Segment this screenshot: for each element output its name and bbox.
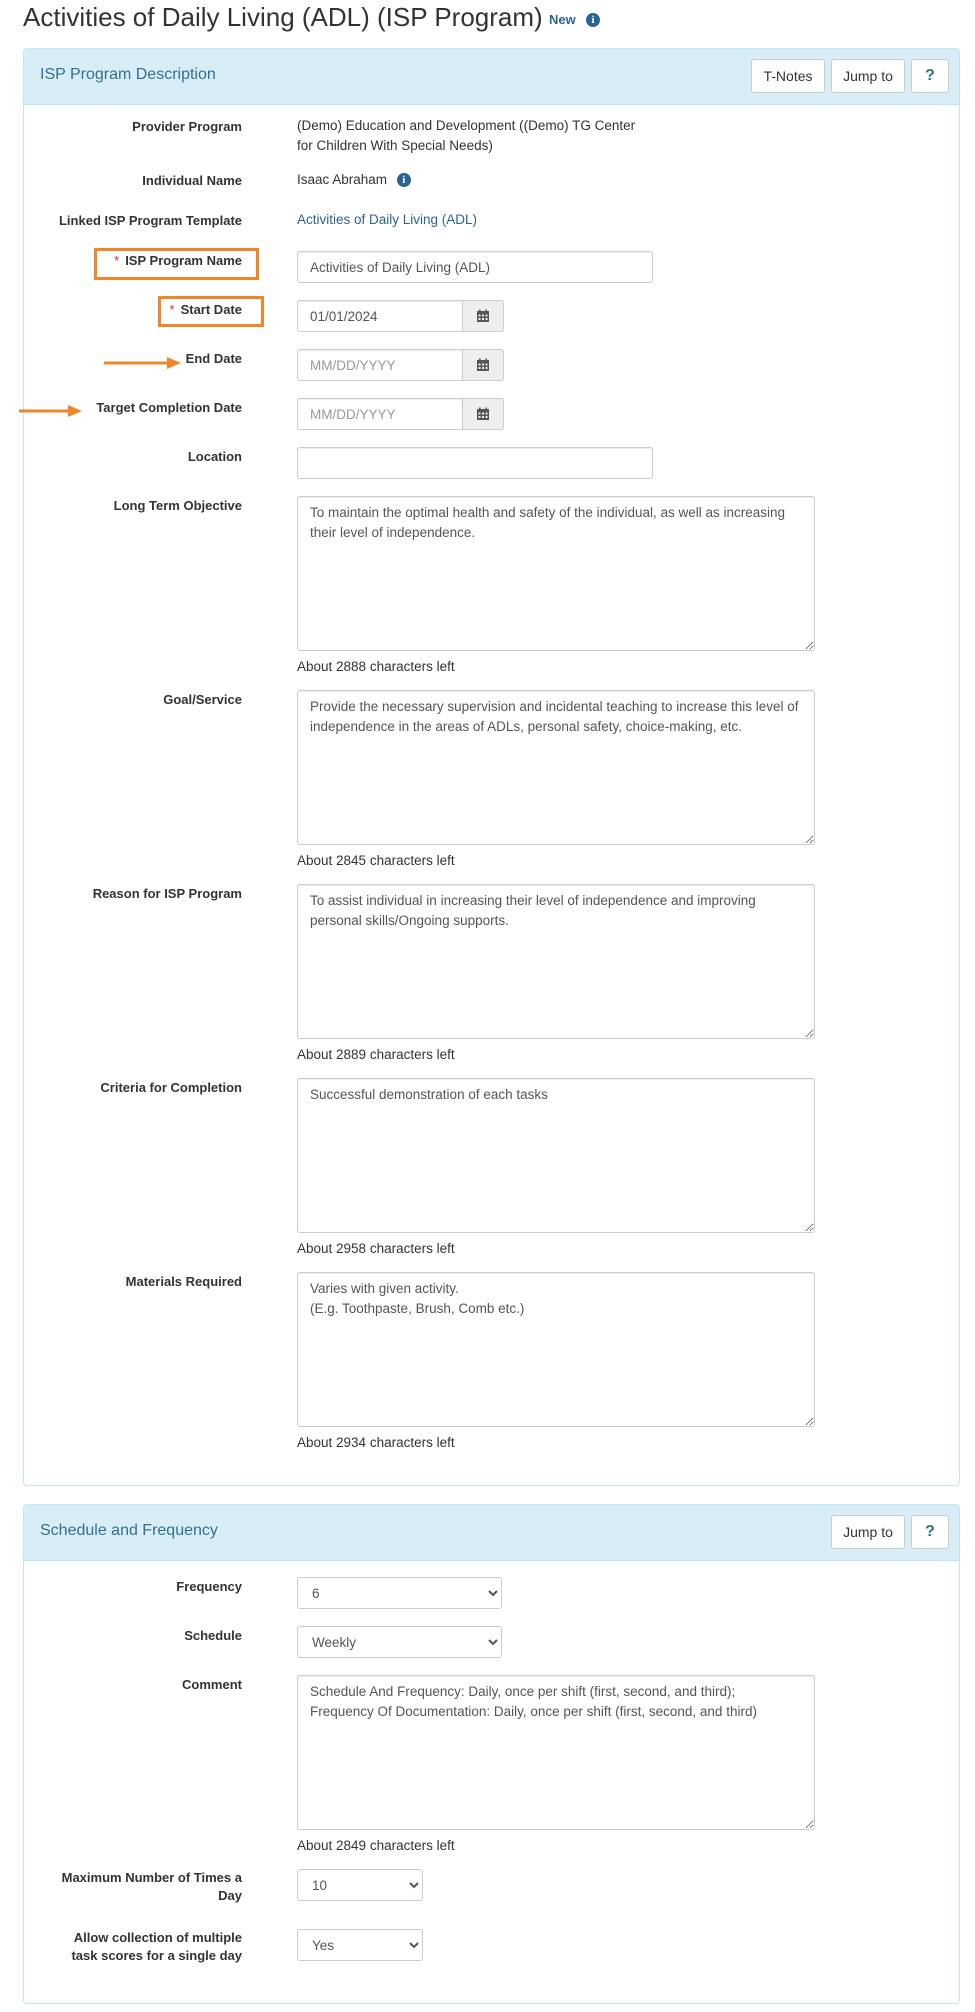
panel-title: ISP Program Description bbox=[40, 66, 216, 83]
materials-help: About 2934 characters left bbox=[297, 1435, 455, 1450]
target-completion-date-group bbox=[297, 398, 504, 430]
reason-textarea[interactable] bbox=[297, 884, 815, 1039]
t-notes-button[interactable]: T-Notes bbox=[751, 59, 825, 93]
arrow-icon bbox=[103, 356, 183, 370]
highlight-box bbox=[158, 296, 264, 327]
reason-label: Reason for ISP Program bbox=[92, 886, 242, 901]
help-button[interactable]: ? bbox=[911, 59, 949, 93]
long-term-objective-textarea[interactable] bbox=[297, 496, 815, 651]
goal-service-help: About 2845 characters left bbox=[297, 853, 455, 868]
target-completion-calendar-button[interactable] bbox=[462, 398, 504, 430]
isp-program-name-text: ISP Program Name bbox=[125, 253, 242, 268]
panel-heading bbox=[24, 1505, 959, 1561]
individual-name-row bbox=[297, 170, 411, 190]
allow-multiple-select[interactable] bbox=[297, 1929, 423, 1961]
end-date-group bbox=[297, 349, 504, 381]
max-times-label bbox=[24, 1869, 242, 1905]
required-marker: * bbox=[169, 302, 175, 317]
location-input[interactable] bbox=[297, 447, 653, 479]
location-label: Location bbox=[187, 449, 242, 464]
info-icon[interactable]: i bbox=[586, 13, 600, 27]
comment-textarea[interactable] bbox=[297, 1675, 815, 1830]
calendar-icon bbox=[476, 407, 490, 421]
criteria-help: About 2958 characters left bbox=[297, 1241, 455, 1256]
provider-program-value bbox=[297, 116, 635, 156]
individual-name-label: Individual Name bbox=[142, 173, 242, 188]
linked-template-label: Linked ISP Program Template bbox=[58, 213, 242, 228]
schedule-frequency-panel bbox=[23, 1504, 960, 2004]
end-date-label: End Date bbox=[185, 351, 242, 366]
target-completion-date-input[interactable] bbox=[297, 398, 463, 430]
linked-template-link[interactable]: Activities of Daily Living (ADL) bbox=[297, 212, 478, 227]
arrow-icon bbox=[18, 404, 84, 418]
schedule-label: Schedule bbox=[184, 1628, 242, 1643]
max-times-label-line2: Day bbox=[218, 1888, 242, 1903]
start-date-group bbox=[297, 300, 504, 332]
materials-textarea[interactable] bbox=[297, 1272, 815, 1427]
end-date-calendar-button[interactable] bbox=[462, 349, 504, 381]
jump-to-button[interactable]: Jump to bbox=[831, 1515, 905, 1549]
allow-multiple-label-line2: task scores for a single day bbox=[71, 1948, 242, 1963]
isp-program-name-input[interactable] bbox=[297, 251, 653, 283]
comment-label: Comment bbox=[182, 1677, 242, 1692]
allow-multiple-label-line1: Allow collection of multiple bbox=[73, 1930, 242, 1945]
page-title: Activities of Daily Living (ADL) (ISP Program) bbox=[23, 2, 543, 32]
schedule-select[interactable] bbox=[297, 1626, 502, 1658]
provider-program-line1: (Demo) Education and Development ((Demo) TG Center bbox=[297, 118, 636, 133]
highlight-box bbox=[94, 248, 259, 280]
allow-multiple-label bbox=[24, 1929, 242, 1965]
start-date-input[interactable] bbox=[297, 300, 463, 332]
help-button[interactable]: ? bbox=[911, 1515, 949, 1549]
reason-help: About 2889 characters left bbox=[297, 1047, 455, 1062]
required-marker: * bbox=[114, 253, 120, 268]
long-term-objective-help: About 2888 characters left bbox=[297, 659, 455, 674]
info-icon[interactable]: i bbox=[397, 173, 411, 187]
goal-service-label: Goal/Service bbox=[163, 692, 242, 707]
individual-name-value: Isaac Abraham bbox=[297, 172, 388, 187]
criteria-label: Criteria for Completion bbox=[100, 1080, 242, 1095]
max-times-select[interactable] bbox=[297, 1869, 423, 1901]
end-date-input[interactable] bbox=[297, 349, 463, 381]
criteria-textarea[interactable] bbox=[297, 1078, 815, 1233]
new-badge[interactable]: New bbox=[549, 12, 576, 27]
provider-program-label: Provider Program bbox=[132, 119, 242, 134]
calendar-icon bbox=[476, 358, 490, 372]
goal-service-textarea[interactable] bbox=[297, 690, 815, 845]
calendar-icon bbox=[476, 309, 490, 323]
materials-label: Materials Required bbox=[125, 1274, 242, 1289]
panel-heading bbox=[24, 49, 959, 105]
target-completion-date-label: Target Completion Date bbox=[96, 400, 242, 415]
panel-title: Schedule and Frequency bbox=[40, 1522, 218, 1539]
start-date-calendar-button[interactable] bbox=[462, 300, 504, 332]
provider-program-line2: for Children With Special Needs) bbox=[297, 138, 493, 153]
start-date-text: Start Date bbox=[180, 302, 242, 317]
jump-to-button[interactable]: Jump to bbox=[831, 59, 905, 93]
frequency-label: Frequency bbox=[176, 1579, 242, 1594]
max-times-label-line1: Maximum Number of Times a bbox=[61, 1870, 242, 1885]
comment-help: About 2849 characters left bbox=[297, 1838, 455, 1853]
frequency-select[interactable] bbox=[297, 1577, 502, 1609]
long-term-objective-label: Long Term Objective bbox=[113, 498, 242, 513]
